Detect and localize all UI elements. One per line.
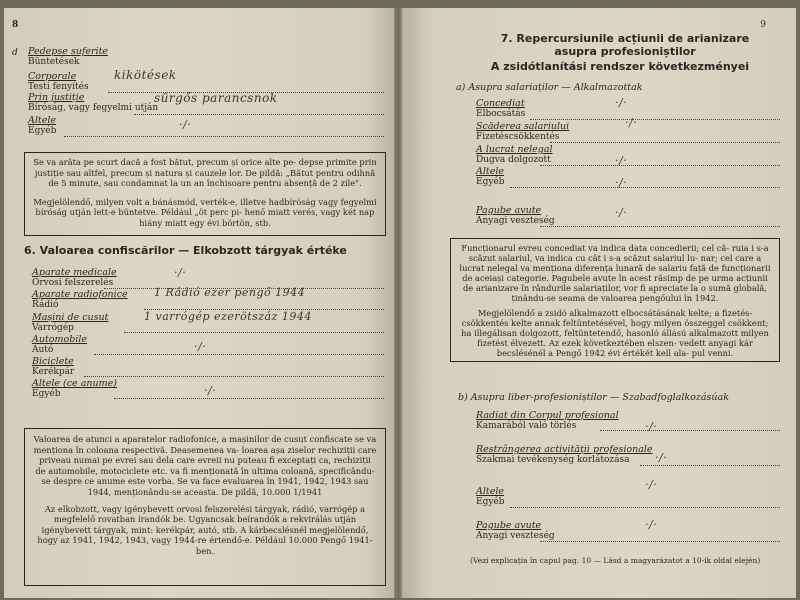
instruction-text-hu: Az elkobzott, vagy igénybevett orvosi felszerelési tárgyak, rádió, varrógép a megfelelő rovatban írandók be. Ugyancsak beírandók a rekvirálás utján igénybevett tárgyak, mint: kerékpár, autó, stb. A kárbecslésnél megjelölendő, hogy az 1941, 1942, 1943, vagy 1944-re értendő-e. Például 10.000 Pengő 1941-ben. (37, 503, 373, 556)
field-label-hu: Elbocsátás (476, 109, 526, 119)
subsection-label: b) Asupra liber-profesioniștilor — Szabadfoglalkozásúak (458, 392, 729, 403)
right-page (400, 8, 796, 598)
field-label-ro: A lucrat nelegal (476, 144, 553, 155)
field-label-hu: Egyéb (32, 389, 61, 399)
handwritten-entry: ·/· (645, 518, 658, 531)
field-label-ro: Biciclete (32, 356, 74, 367)
handwritten-entry: ·/· (615, 206, 628, 219)
field-label-ro: Altele (476, 486, 504, 497)
field-label-hu: Rádió (32, 300, 59, 310)
field-label-ro: Aparate medicale (32, 267, 117, 278)
field-label-ro: Mașini de cusut (32, 312, 109, 323)
instruction-text-hu: Megjelölendő, milyen volt a bánásmód, verték-e, illetve hadbíróság vagy fegyelmi bíróság utján lett-e büntetve. Például „öt perc pi- henő miatt verés, vagy két nap hiány miatt egy évi börtön, stb. (33, 196, 377, 228)
field-label-hu: Orvosi felszerelés (32, 278, 114, 288)
field-label-ro: Concediat (476, 98, 525, 109)
book-gutter (394, 8, 402, 598)
field-label-ro: Pedepse suferite (28, 46, 109, 57)
dotted-line (134, 114, 384, 115)
handwritten-entry: ·/· (174, 266, 187, 279)
instruction-text-ro: Funcționarul evreu concediat va indica data concedierii; cel că- ruia i s-a scăzut salariul, va indica cu cât i s-a scăzut salariul lu- nar; cel care a lucrat nelegal va menționa diferența lunară de salariu față de funcționarii de aceiași categorie. Pagubele avute în acest răsimp de pe urma acțiunii de arianizare în rândurile salariaților, vor fi apreciate la o sumă globală, ținându-se seama de valoarea pengőului în 1942. (459, 243, 771, 303)
field-label-ro: Corporale (28, 71, 77, 82)
field-label-hu: Büntetések (28, 57, 80, 67)
dotted-line (540, 165, 780, 166)
field-label-ro: Restrângerea activității profesionale (476, 444, 653, 455)
instruction-box (24, 428, 386, 586)
field-label-hu: Egyéb (476, 497, 505, 507)
field-label-ro: Aparate radiofonice (32, 289, 128, 300)
dotted-line (600, 430, 780, 431)
dotted-line (84, 376, 384, 377)
handwritten-entry: ·/· (625, 116, 638, 129)
field-label-hu: Anyagi veszteség (476, 531, 555, 541)
dotted-line (550, 142, 780, 143)
field-label-hu: Dugva dolgozott (476, 155, 551, 165)
dotted-line (510, 507, 780, 508)
field-label-hu: Kerékpár (32, 367, 75, 377)
field-label-hu: Bíróság, vagy fegyelmi utján (28, 103, 159, 113)
field-label-hu: Varrógép (32, 323, 74, 333)
dotted-line (114, 398, 384, 399)
instruction-text-ro: Se va arăta pe scurt dacă a fost bătut, precum și orice alte pe- depse primite prin justiție sau altfel, precum și natura și cauzele lor. De pildă: „Bătut pentru odihnă de 5 minute, sau condamnat la un an închisoare pentru absență de 2 zile". (33, 157, 377, 189)
left-page (4, 8, 396, 598)
field-label-ro: Automobile (32, 334, 88, 345)
field-label-hu: Testi fenyítés (28, 82, 89, 92)
footer-note: (Vezi explicația în capul pag. 10 — Lásd a magyarázatot a 10-ik oldal elején) (470, 556, 761, 565)
handwritten-entry: ·/· (615, 96, 628, 109)
page-number: 8 (12, 20, 19, 30)
subsection-label: a) Asupra salariaților — Alkalmazottak (456, 82, 643, 93)
field-label-ro: Radiat din Corpul profesional (476, 410, 619, 421)
handwritten-entry: ·/· (645, 478, 658, 491)
handwritten-entry: ·/· (615, 176, 628, 189)
handwritten-entry: ·/· (615, 154, 628, 167)
handwritten-entry: ·/· (204, 384, 217, 397)
instruction-text-ro: Valoarea de atunci a aparatelor radiofonice, a mașinilor de cusut confiscate se va menționa în coloana respectivă. Deasemenea va- loarea așa ziselor rechiziții care priveau numai pe evrei sau dela care evreii nu puteau fi exceptați ca, rechiziții de automobile, motociclete etc. va fi menționată în ultima coloană, specificându- se despre ce anume este vorba. Se va face evaluarea în 1941, 1942, 1943 sau 1944, menționându-se aceasta. De pildă, 10.000 1/1941 (33, 434, 377, 497)
dotted-line (94, 354, 384, 355)
field-label-hu: Anyagi veszteség (476, 216, 555, 226)
dotted-line (530, 119, 780, 120)
handwritten-entry: ·/· (179, 118, 192, 131)
handwritten-entry: sürgős parancsnok (154, 91, 278, 105)
dotted-line (640, 465, 780, 466)
field-label-hu: Fizetéscsökkentés (476, 132, 560, 142)
instruction-text-hu: Megjelölendő a zsidó alkalmazott elbocsátásának kelte; a fizetés- csökkentés kelte annak feltüntetésével, hogy milyen összeggel csökkent; ha illegálisan dolgozott, feltüntetendő, hasonló állású alkalmazott milyen fizetést élvezett. Az ezek következtében elszen- vedett anyagi kár becslésénél a Pengő 1942 évi értékét kell ala- pul venni. (461, 308, 769, 358)
section-letter: d (12, 48, 18, 58)
field-label-ro: Pagube avute (476, 205, 542, 216)
page-number: 9 (760, 20, 766, 30)
handwritten-entry: ·/· (655, 451, 668, 464)
dotted-line (64, 136, 384, 137)
instruction-box (450, 238, 780, 362)
section-title: 7. Repercursiunile acțiunii de arianizare asupra profesioniștilor (500, 32, 750, 58)
handwritten-entry: kikötések (114, 68, 177, 82)
instruction-box (24, 152, 386, 236)
field-label-ro: Pagube avute (476, 520, 542, 531)
field-label-hu: Szakmai tevékenység korlátozása (476, 455, 630, 465)
field-label-ro: Altele (476, 166, 504, 177)
field-label-hu: Autó (32, 345, 54, 355)
handwritten-entry: 1 Rádió ezer pengő 1944 (154, 286, 306, 299)
field-label-hu: Kamarából való törlés (476, 421, 577, 431)
dotted-line (124, 332, 384, 333)
field-label-hu: Egyéb (28, 126, 57, 136)
section-title: 6. Valoarea confiscărilor — Elkobzott tárgyak értéke (24, 244, 347, 257)
field-label-hu: Egyéb (476, 177, 505, 187)
field-label-ro: Altele (ce anume) (32, 378, 117, 389)
handwritten-entry: 1 varrógép ezerötszáz 1944 (144, 310, 312, 323)
dotted-line (540, 226, 780, 227)
field-label-ro: Altele (28, 115, 56, 126)
field-label-ro: Scăderea salariului (476, 121, 570, 132)
dotted-line (540, 541, 780, 542)
handwritten-entry: ·/· (194, 340, 207, 353)
dotted-line (510, 187, 780, 188)
field-label-ro: Prin justiție (28, 92, 85, 103)
section-subtitle: A zsidótlanítási rendszer következményei (490, 60, 750, 73)
handwritten-entry: ·/· (645, 420, 658, 433)
